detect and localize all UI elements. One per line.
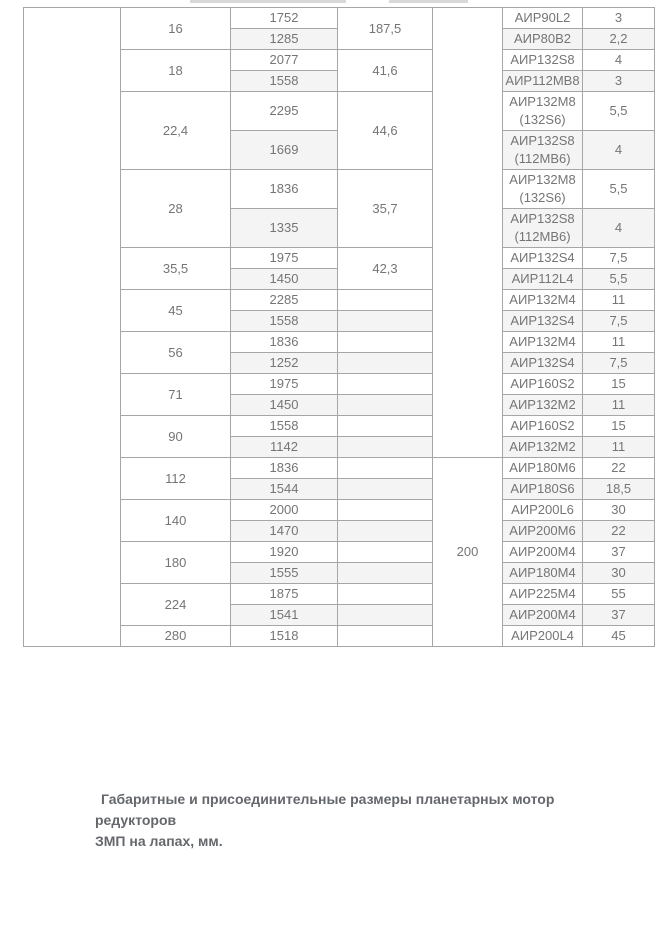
ratio-cell: 28 — [121, 170, 231, 248]
power-cell: 11 — [583, 332, 655, 353]
power-cell: 4 — [583, 131, 655, 170]
value-cell: 1450 — [231, 395, 338, 416]
group-value-cell: 35,7 — [338, 170, 433, 248]
empty-value-cell — [338, 311, 433, 332]
power-cell: 7,5 — [583, 248, 655, 269]
ratio-cell: 16 — [121, 8, 231, 50]
value-cell: 1252 — [231, 353, 338, 374]
motor-type-cell: АИР132S4 — [503, 248, 583, 269]
power-cell: 11 — [583, 290, 655, 311]
motor-type-cell: АИР180S6 — [503, 479, 583, 500]
motor-reducer-spec-table — [23, 7, 655, 647]
power-cell: 55 — [583, 584, 655, 605]
value-cell: 1518 — [231, 626, 338, 647]
value-cell: 1920 — [231, 542, 338, 563]
value-cell: 1450 — [231, 269, 338, 290]
empty-value-cell — [338, 563, 433, 584]
motor-type-cell: АИР132М8(132S6) — [503, 92, 583, 131]
value-cell: 1544 — [231, 479, 338, 500]
value-cell: 2077 — [231, 50, 338, 71]
value-cell: 1285 — [231, 29, 338, 50]
motor-type-cell: АИР112МВ8 — [503, 71, 583, 92]
value-cell: 2285 — [231, 290, 338, 311]
empty-value-cell — [338, 584, 433, 605]
power-cell: 45 — [583, 626, 655, 647]
motor-type-cell: АИР132S8 — [503, 50, 583, 71]
empty-value-cell — [338, 332, 433, 353]
motor-type-cell: АИР160S2 — [503, 416, 583, 437]
power-cell: 5,5 — [583, 170, 655, 209]
power-cell: 30 — [583, 563, 655, 584]
motor-type-cell: АИР132М4 — [503, 290, 583, 311]
motor-type-cell: АИР132М2 — [503, 437, 583, 458]
ratio-cell: 56 — [121, 332, 231, 374]
frame-size-top-cell — [433, 8, 503, 458]
caption-line-2: ЗМП на лапах, мм. — [95, 833, 223, 849]
empty-value-cell — [338, 521, 433, 542]
power-cell: 7,5 — [583, 353, 655, 374]
value-cell: 1875 — [231, 584, 338, 605]
motor-type-cell: АИР200L4 — [503, 626, 583, 647]
motor-type-cell: АИР132М4 — [503, 332, 583, 353]
power-cell: 30 — [583, 500, 655, 521]
motor-type-cell: АИР132S4 — [503, 311, 583, 332]
empty-left-column-cell — [24, 8, 121, 647]
empty-value-cell — [338, 416, 433, 437]
motor-type-cell: АИР132S8(112МВ6) — [503, 131, 583, 170]
value-cell: 2000 — [231, 500, 338, 521]
value-cell: 1558 — [231, 416, 338, 437]
power-cell: 2,2 — [583, 29, 655, 50]
empty-value-cell — [338, 395, 433, 416]
group-value-cell: 42,3 — [338, 248, 433, 290]
value-cell: 1558 — [231, 71, 338, 92]
value-cell: 1836 — [231, 170, 338, 209]
power-cell: 37 — [583, 605, 655, 626]
ratio-cell: 180 — [121, 542, 231, 584]
motor-type-cell: АИР132М2 — [503, 395, 583, 416]
ratio-cell: 112 — [121, 458, 231, 500]
power-cell: 15 — [583, 374, 655, 395]
motor-type-cell: АИР90L2 — [503, 8, 583, 29]
power-cell: 11 — [583, 437, 655, 458]
table-caption — [95, 789, 621, 852]
motor-type-cell: АИР132S4 — [503, 353, 583, 374]
value-cell: 1335 — [231, 209, 338, 248]
power-cell: 7,5 — [583, 311, 655, 332]
power-cell: 15 — [583, 416, 655, 437]
value-cell: 2295 — [231, 92, 338, 131]
empty-value-cell — [338, 374, 433, 395]
empty-value-cell — [338, 353, 433, 374]
motor-type-cell: АИР200М4 — [503, 542, 583, 563]
power-cell: 3 — [583, 71, 655, 92]
empty-value-cell — [338, 479, 433, 500]
empty-value-cell — [338, 626, 433, 647]
ratio-cell: 22,4 — [121, 92, 231, 170]
value-cell: 1836 — [231, 332, 338, 353]
empty-value-cell — [338, 458, 433, 479]
power-cell: 4 — [583, 209, 655, 248]
power-cell: 5,5 — [583, 92, 655, 131]
group-value-cell: 187,5 — [338, 8, 433, 50]
value-cell: 1142 — [231, 437, 338, 458]
motor-type-cell: АИР225М4 — [503, 584, 583, 605]
motor-type-cell: АИР132S8(112МВ6) — [503, 209, 583, 248]
ratio-cell: 45 — [121, 290, 231, 332]
motor-type-cell: АИР112L4 — [503, 269, 583, 290]
power-cell: 22 — [583, 458, 655, 479]
group-value-cell: 41,6 — [338, 50, 433, 92]
value-cell: 1555 — [231, 563, 338, 584]
power-cell: 4 — [583, 50, 655, 71]
motor-type-cell: АИР180М4 — [503, 563, 583, 584]
ratio-cell: 90 — [121, 416, 231, 458]
empty-value-cell — [338, 500, 433, 521]
value-cell: 1541 — [231, 605, 338, 626]
ratio-cell: 35,5 — [121, 248, 231, 290]
clipped-row-remnant — [190, 0, 346, 3]
empty-value-cell — [338, 605, 433, 626]
spec-table-container — [23, 7, 655, 647]
power-cell: 3 — [583, 8, 655, 29]
value-cell: 1975 — [231, 248, 338, 269]
power-cell: 5,5 — [583, 269, 655, 290]
ratio-cell: 280 — [121, 626, 231, 647]
ratio-cell: 18 — [121, 50, 231, 92]
motor-type-cell: АИР132М8(132S6) — [503, 170, 583, 209]
empty-value-cell — [338, 437, 433, 458]
frame-size-cell: 200 — [433, 458, 503, 647]
motor-type-cell: АИР80В2 — [503, 29, 583, 50]
motor-type-cell: АИР180М6 — [503, 458, 583, 479]
value-cell: 1470 — [231, 521, 338, 542]
power-cell: 37 — [583, 542, 655, 563]
power-cell: 22 — [583, 521, 655, 542]
ratio-cell: 140 — [121, 500, 231, 542]
motor-type-cell: АИР200L6 — [503, 500, 583, 521]
power-cell: 11 — [583, 395, 655, 416]
power-cell: 18,5 — [583, 479, 655, 500]
empty-value-cell — [338, 290, 433, 311]
caption-line-1: Габаритные и присоединительные размеры планетарных мотор редукторов — [95, 791, 555, 828]
motor-type-cell: АИР160S2 — [503, 374, 583, 395]
value-cell: 1975 — [231, 374, 338, 395]
motor-type-cell: АИР200М4 — [503, 605, 583, 626]
value-cell: 1669 — [231, 131, 338, 170]
value-cell: 1752 — [231, 8, 338, 29]
value-cell: 1558 — [231, 311, 338, 332]
group-value-cell: 44,6 — [338, 92, 433, 170]
empty-value-cell — [338, 542, 433, 563]
clipped-row-remnant — [389, 0, 468, 3]
ratio-cell: 71 — [121, 374, 231, 416]
ratio-cell: 224 — [121, 584, 231, 626]
value-cell: 1836 — [231, 458, 338, 479]
motor-type-cell: АИР200М6 — [503, 521, 583, 542]
